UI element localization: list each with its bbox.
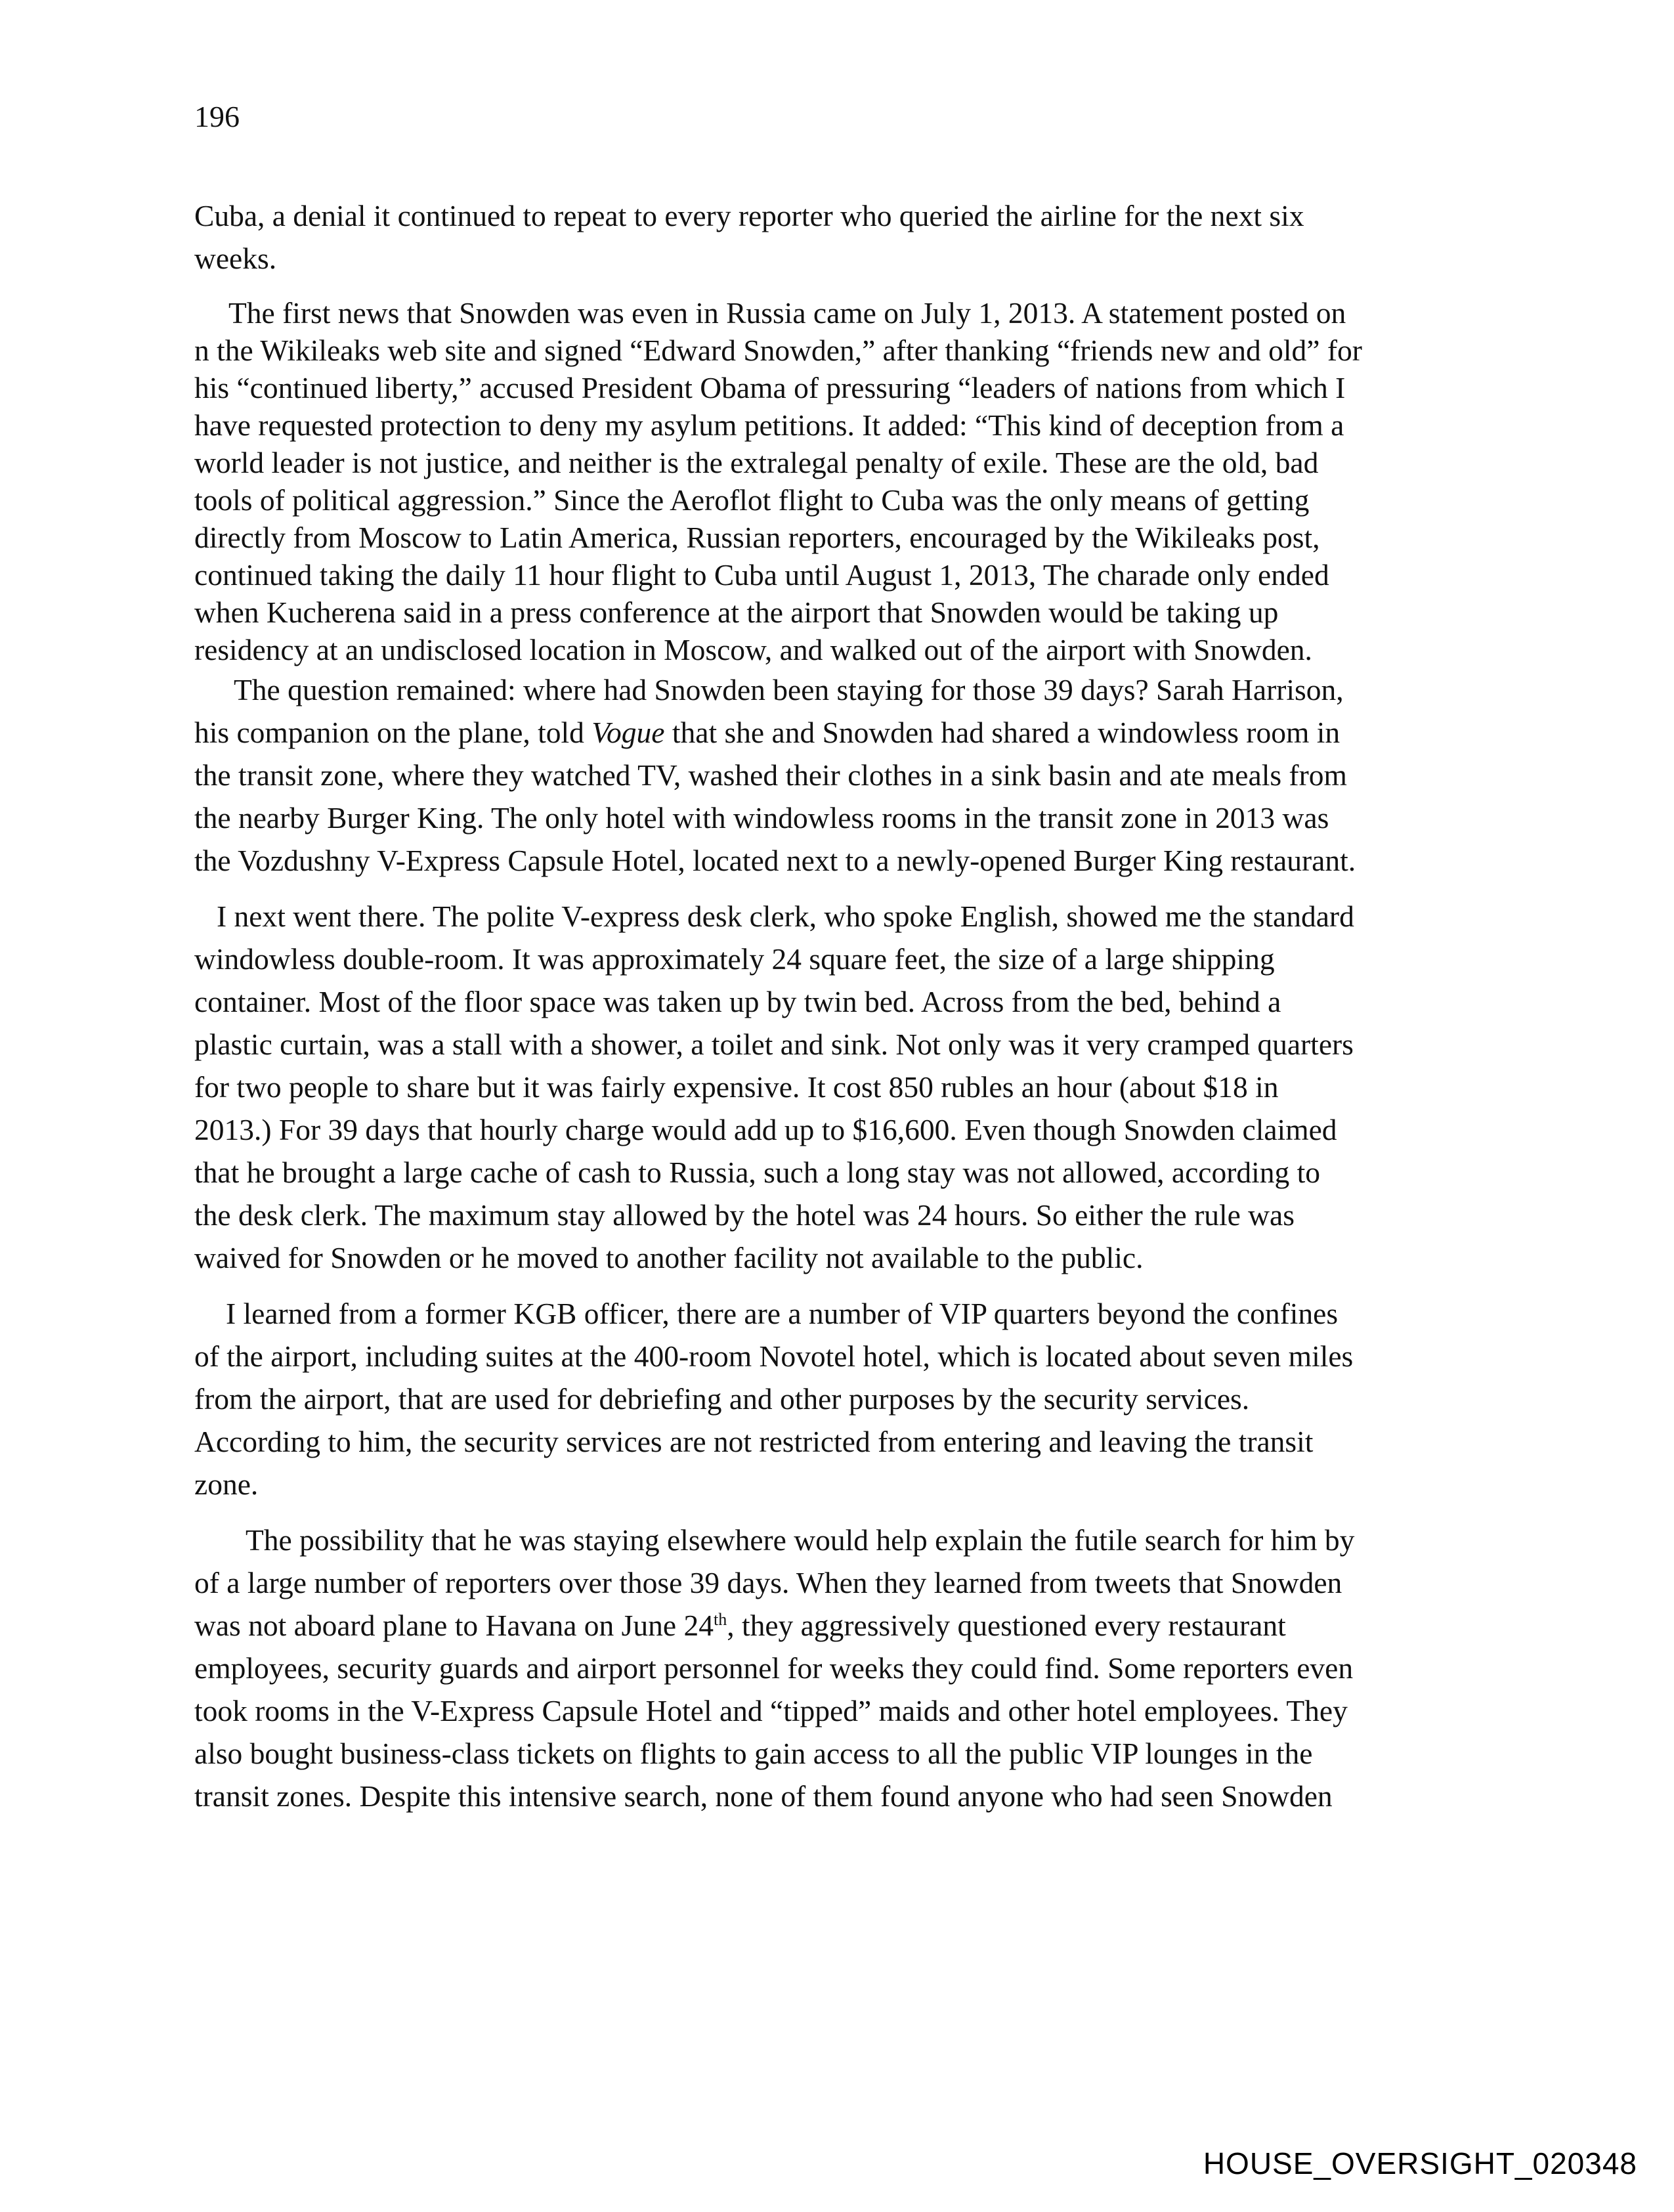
page-number: 196 [194,100,240,133]
text-line: The question remained: where had Snowden been staying for those 39 days? Sarah Harrison, [234,673,1344,706]
text-line: weeks. [194,242,277,275]
text-line: that he brought a large cache of cash to Russia, such a long stay was not allowed, according to [194,1156,1321,1189]
text-run: that she and Snowden had shared a windowless room in [664,716,1341,749]
text-line: directly from Moscow to Latin America, Russian reporters, encouraged by the Wikileaks post, [194,521,1320,554]
text-line: of the airport, including suites at the 400-room Novotel hotel, which is located about seven miles [194,1339,1354,1373]
text-line: I next went there. The polite V-express desk clerk, who spoke English, showed me the standard [217,900,1354,933]
paragraph-6 [194,1519,1481,1817]
text-line: world leader is not justice, and neither is the extralegal penalty of exile. These are the old, bad [194,446,1319,479]
text-run: his companion on the plane, told [194,716,592,749]
text-line: windowless double-room. It was approximately 24 square feet, the size of a large shipping [194,942,1275,976]
text-line: of a large number of reporters over those 39 days. When they learned from tweets that Snowden [194,1566,1342,1599]
text-line: the desk clerk. The maximum stay allowed by the hotel was 24 hours. So either the rule was [194,1198,1295,1232]
document-id-stamp: HOUSE_OVERSIGHT_020348 [1203,2146,1637,2180]
text-line: zone. [194,1467,259,1501]
text-run: , they aggressively questioned every restaurant [727,1609,1286,1642]
text-line: employees, security guards and airport personnel for weeks they could find. Some reporters even [194,1651,1354,1685]
text-line: plastic curtain, was a stall with a shower, a toilet and sink. Not only was it very cramped quarters [194,1028,1354,1061]
text-line: residency at an undisclosed location in Moscow, and walked out of the airport with Snowden. [194,633,1312,666]
text-line: also bought business-class tickets on flights to gain access to all the public VIP lounges in the [194,1737,1313,1770]
publication-title: Vogue [591,716,665,749]
body-text [194,194,1481,1817]
text-line [194,711,1481,754]
paragraph-1 [194,194,1481,280]
text-line: I learned from a former KGB officer, there are a number of VIP quarters beyond the confines [226,1297,1339,1330]
text-line: the nearby Burger King. The only hotel with windowless rooms in the transit zone in 2013 was [194,801,1329,835]
paragraph-5 [194,1292,1481,1506]
text-line: According to him, the security services are not restricted from entering and leaving the transit [194,1425,1314,1458]
text-line: transit zones. Despite this intensive search, none of them found anyone who had seen Snowden [194,1779,1333,1813]
text-line: the transit zone, where they watched TV, washed their clothes in a sink basin and ate meals from [194,758,1347,792]
text-line: Cuba, a denial it continued to repeat to every reporter who queried the airline for the next six [194,199,1304,232]
text-run: was not aboard plane to Havana on June 24 [194,1609,714,1642]
text-line: 2013.) For 39 days that hourly charge would add up to $16,600. Even though Snowden claimed [194,1113,1337,1146]
paragraph-3 [194,668,1481,882]
text-line: The possibility that he was staying elsewhere would help explain the futile search for him by [246,1523,1355,1557]
text-line: from the airport, that are used for debriefing and other purposes by the security services. [194,1382,1250,1416]
paragraph-4 [194,895,1481,1279]
text-line: his “continued liberty,” accused President Obama of pressuring “leaders of nations from which I [194,371,1346,404]
ordinal-suffix: th [713,1609,727,1629]
text-line: for two people to share but it was fairly expensive. It cost 850 rubles an hour (about $18 in [194,1070,1279,1104]
text-line: waived for Snowden or he moved to another facility not available to the public. [194,1241,1144,1274]
text-line: n the Wikileaks web site and signed “Edward Snowden,” after thanking “friends new and old” for [194,334,1362,367]
text-line: The first news that Snowden was even in Russia came on July 1, 2013. A statement posted on [228,296,1346,330]
text-line: container. Most of the floor space was taken up by twin bed. Across from the bed, behind a [194,985,1281,1018]
text-line: have requested protection to deny my asylum petitions. It added: “This kind of deception from a [194,408,1344,442]
text-line [194,1604,1481,1647]
text-line: when Kucherena said in a press conference at the airport that Snowden would be taking up [194,596,1279,629]
text-line: tools of political aggression.” Since the Aeroflot flight to Cuba was the only means of getting [194,483,1310,517]
text-line: the Vozdushny V-Express Capsule Hotel, located next to a newly-opened Burger King restaurant. [194,844,1356,877]
text-line: took rooms in the V-Express Capsule Hotel and “tipped” maids and other hotel employees. They [194,1694,1348,1727]
paragraph-2 [194,294,1481,668]
text-line: continued taking the daily 11 hour flight to Cuba until August 1, 2013, The charade only ended [194,558,1329,592]
